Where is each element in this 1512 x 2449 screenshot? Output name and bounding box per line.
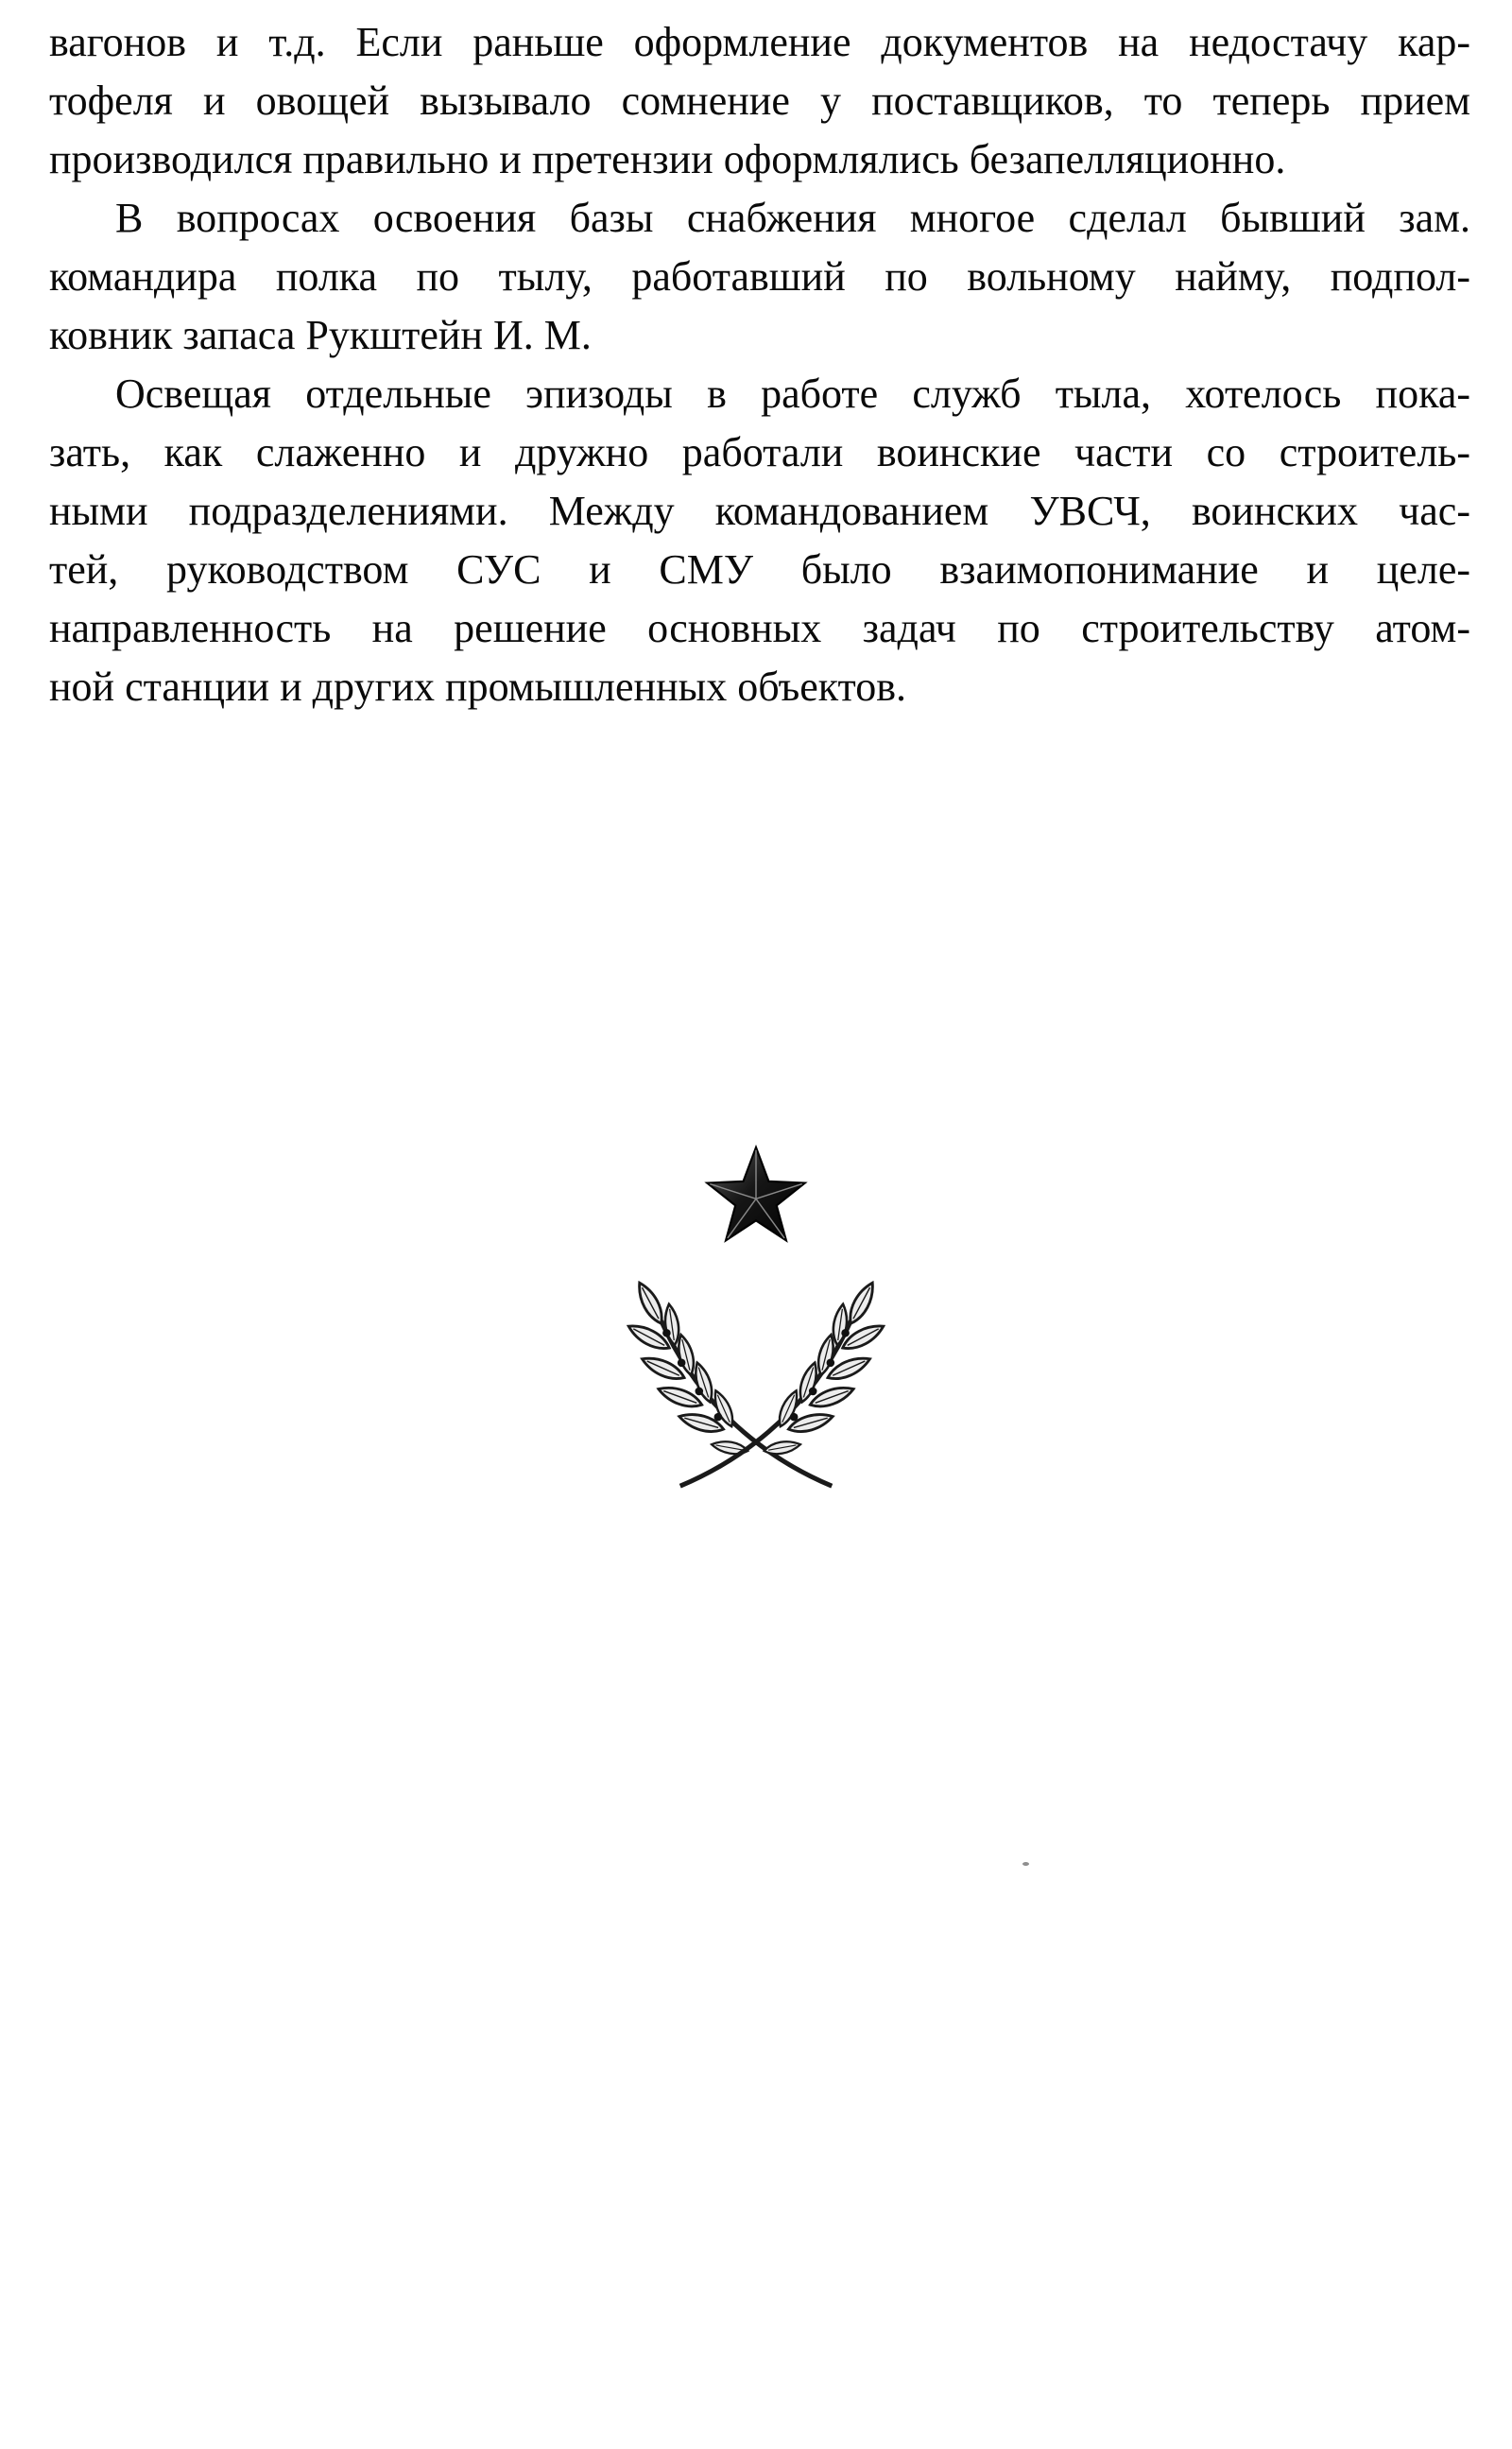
text-line: вагонов и т.д. Если раньше оформление документов на недостачу кар-: [49, 19, 1470, 65]
paragraph-1: [49, 13, 1470, 189]
text-line: тофеля и овощей вызывало сомнение у поставщиков, то теперь прием: [49, 78, 1470, 124]
page-text-block: [49, 13, 1470, 716]
text-line: направленность на решение основных задач по строительству атом-: [49, 605, 1470, 651]
text-line: производился правильно и претензии оформлялись безапелляционно.: [49, 136, 1286, 182]
paragraph-2: [49, 189, 1470, 365]
star-laurel-icon: [553, 1142, 959, 1494]
star-icon: [707, 1147, 804, 1240]
text-line: зать, как слаженно и дружно работали воинские части со строитель-: [49, 429, 1470, 475]
text-line: тей, руководством СУС и СМУ было взаимопонимание и целе-: [49, 546, 1470, 593]
paragraph-3: [49, 365, 1470, 716]
text-line: ковник запаса Рукштейн И. М.: [49, 312, 592, 358]
text-line: В вопросах освоения базы снабжения многое сделал бывший зам.: [115, 195, 1470, 241]
laurel-branches-icon: [626, 1280, 887, 1487]
text-line: ными подразделениями. Между командованием УВСЧ, воинских час-: [49, 488, 1470, 534]
text-line: Освещая отдельные эпизоды в работе служб тыла, хотелось пока-: [115, 371, 1470, 417]
text-line: ной станции и других промышленных объектов.: [49, 664, 906, 710]
text-line: командира полка по тылу, работавший по вольному найму, подпол-: [49, 253, 1470, 300]
star-and-laurel-wreath-ornament: [553, 1142, 959, 1494]
scan-speck: [1022, 1862, 1029, 1866]
